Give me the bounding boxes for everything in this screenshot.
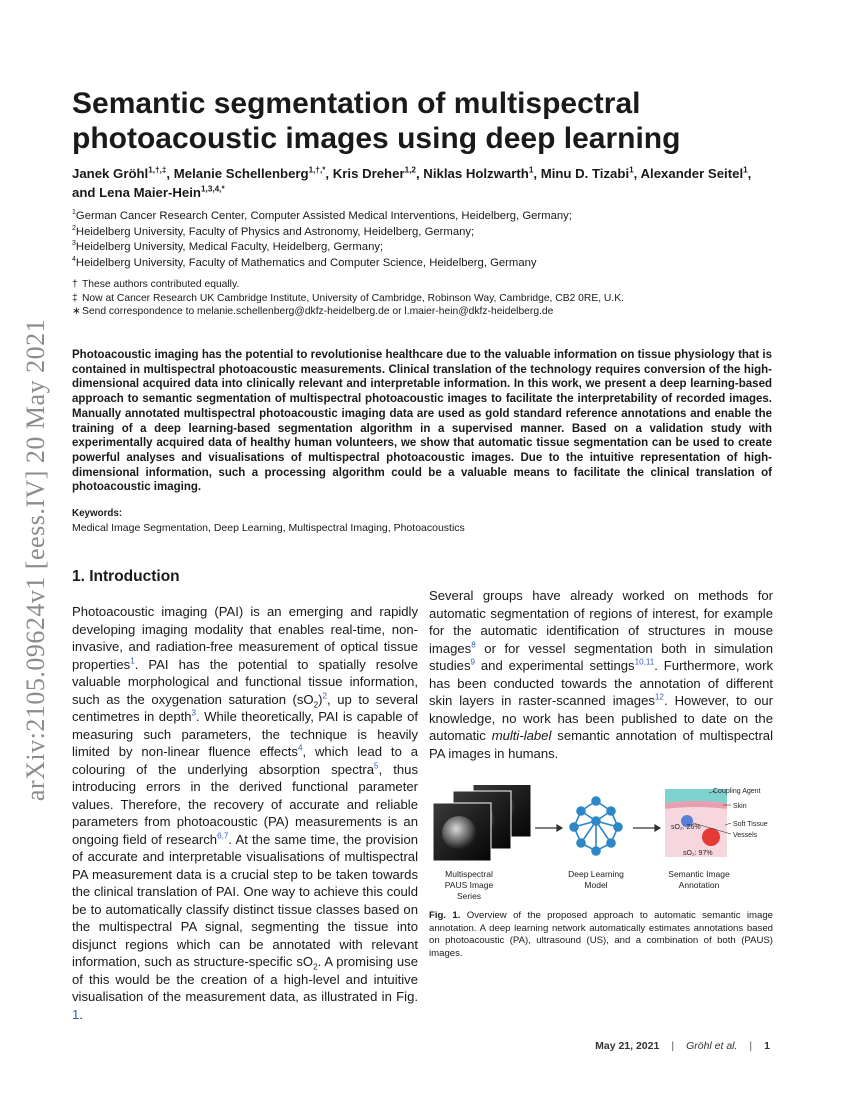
vessel-region	[702, 828, 720, 846]
citation[interactable]: 4	[297, 743, 303, 753]
affiliation: $^2$Heidelberg University, Faculty of Physics and Astronomy, Heidelberg, Germany;	[72, 224, 475, 238]
citation[interactable]: 6,7	[217, 831, 229, 841]
author: Alexander Seitel$^1$	[640, 165, 748, 181]
arxiv-side-stamp	[18, 290, 54, 830]
label-vessels: Vessels	[733, 832, 758, 839]
arrow-right-icon	[535, 825, 562, 831]
author: Kris Dreher$^{1,2}$	[332, 165, 416, 181]
series-blob	[442, 816, 476, 850]
label-soft-tissue: Soft Tissue	[733, 821, 768, 828]
caption-label: Fig. 1.	[429, 910, 461, 921]
intro-left-column: Photoacoustic imaging (PAI) is an emerging and rapidly developing imaging modality that enables real-time, non-invasive, and radiation-free measurement of optical tissue properties$^1$. PAI has the potential to spatially resolve valuable morphological and functional tissue information, such as the oxygenation saturation $(sO_2)^2$, up to several centimetres in depth$^3$. While theoretically, PAI is capable of measuring such parameters, the technique is heavily limited by non-linear fluence effects$^4$, which lead to a colouring of the underlying absorption spectra$^5$, thus introducing errors in the derived functional parameter values. Therefore, the recovery of accurate and reliable parameters from photoacoustic (PA) measurements is an ongoing field of research$^{6,7}$. At the same time, the provision of accurate and interpretable visualisations of multispectral PA measurement data is a crucial step to be taken towards the clinical translation of PAI. One way to achieve this could be to automatically classify distinct tissue classes based on the multispectral PA signal, segmenting the tissue into disjunct regions which can be annotated with relevant information, such as structure-specific $sO_2$. A promising use of this would be the creation of a high-level and intuitive visualisation of the measurement data, as illustrated in Fig. 1.	[72, 604, 419, 1022]
author: Janek Gröhl$^{1,\dagger,\ddagger}$	[72, 165, 167, 181]
footer-separator: |	[749, 1040, 753, 1052]
label-input: PAUS Image	[444, 880, 494, 890]
citation[interactable]: 8	[471, 640, 476, 650]
citation[interactable]: 5	[374, 761, 379, 771]
author: Lena Maier-Hein$^{1,3,4,*}$	[99, 184, 225, 200]
author: Minu D. Tizabi$^1$	[540, 165, 634, 181]
label-so2-low: sO₂: 26%	[671, 824, 701, 831]
figure-caption	[429, 910, 773, 960]
title-line-2: photoacoustic images using deep learning	[72, 122, 681, 155]
label-output: Annotation	[678, 880, 720, 890]
author-note: ‡ Now at Cancer Research UK Cambridge Institute, University of Cambridge, Robinson Way, Cambridge, CB2 0RE, U.K.	[72, 292, 624, 304]
citation[interactable]: 12	[654, 692, 664, 702]
affiliation: $^1$German Cancer Research Center, Computer Assisted Medical Interventions, Heidelberg, Germany;	[72, 209, 572, 222]
intro-right-column: Several groups have already worked on methods for automatic segmentation of regions of interest, for example for the automatic identification of structures in mouse images$^8$ or for vessel segmentation both in simulation studies$^9$ and experimental settings$^{10,11}$. Furthermore, work has been conducted towards the annotation of different skin layers in raster-scanned images$^{12}$. However, to our knowledge, no work has been published to date on the automatic multi-label semantic annotation of multispectral PA images in humans.	[429, 588, 773, 761]
semantic-annotation-graphic	[665, 788, 768, 857]
author-conjunction: and	[72, 185, 96, 200]
citation[interactable]: 9	[470, 657, 476, 667]
label-skin: Skin	[733, 803, 747, 810]
caption-text: Overview of the proposed approach to automatic semantic image annotation. A deep learning network automatically estimates annotations based on photoacoustic (PA), ultrasound (US), and a combination of both (PAUS) images.	[429, 910, 773, 959]
citation[interactable]: 1	[130, 656, 135, 666]
arrow-right-icon	[633, 825, 660, 831]
affiliation: $^4$Heidelberg University, Faculty of Mathematics and Computer Science, Heidelberg, Germany	[72, 255, 537, 269]
figure-link[interactable]: 1	[72, 1006, 80, 1022]
label-input: Multispectral	[445, 869, 493, 879]
label-coupling-agent: Coupling Agent	[713, 788, 761, 795]
label-output: Semantic Image	[668, 869, 730, 879]
page-number: 1	[764, 1040, 770, 1052]
author-list: Janek Gröhl$^{1,\dagger,\ddagger}$, Melanie Schellenberg$^{1,\dagger,*}$, Kris Dreher$^{1,2}$, Niklas Holzwarth$^1$, Minu D. Tizabi$^1$, Alexander Seitel$^1$, and Lena Maier-Hein$^{1,3,4,*}$	[72, 165, 752, 200]
figure-1-graphic	[429, 785, 775, 905]
paper-title	[72, 86, 772, 156]
author: Niklas Holzwarth$^1$	[423, 165, 534, 181]
author-notes	[72, 278, 782, 319]
figure-1	[429, 785, 775, 905]
affiliations	[72, 209, 782, 271]
footer-separator: |	[671, 1040, 675, 1052]
image-series-stack	[433, 785, 531, 861]
keywords: Medical Image Segmentation, Deep Learning, Multispectral Imaging, Photoacoustics	[72, 522, 465, 534]
citation[interactable]: 2	[322, 691, 328, 701]
author-note: ∗Send correspondence to melanie.schellenberg@dkfz-heidelberg.de or l.maier-hein@dkfz-heidelberg.de	[72, 306, 554, 317]
citation[interactable]: 10,11	[634, 657, 655, 667]
label-model: Model	[584, 880, 608, 890]
footer-author: Gröhl et al.	[686, 1040, 738, 1052]
affiliation: $^3$Heidelberg University, Medical Faculty, Heidelberg, Germany;	[72, 240, 384, 253]
label-input: Series	[456, 891, 482, 901]
abstract: Photoacoustic imaging has the potential to revolutionise healthcare due to the valuable information on tissue physiology that is contained in multispectral photoacoustic measurements. Clinical translation of the technology requires conversion of the high-dimensional acquired data into clinically relevant and interpretable information. In this work, we present a deep learning-based approach to semantic segmentation of multispectral photoacoustic images to facilitate the interpretability of recorded images. Manually annotated multispectral photoacoustic imaging data are used as gold standard reference annotations and enable the training of a deep learning-based segmentation algorithm in a supervised manner. Based on a validation study with experimentally acquired data of healthy human volunteers, we show that automatic tissue segmentation can be used to create powerful analyses and visualisations of multispectral photoacoustic images. Due to the intuitive representation of high-dimensional information, such a processing algorithm could be a valuable means to facilitate the clinical translation of photoacoustic imaging.	[72, 349, 772, 494]
label-model: Deep Learning	[568, 869, 624, 879]
page-footer	[560, 1040, 770, 1052]
label-so2-high: sO₂: 97%	[683, 850, 713, 857]
section-heading: 1. Introduction	[72, 568, 180, 585]
footer-date: May 21, 2021	[595, 1040, 660, 1052]
title-line-1: Semantic segmentation of multispectral	[72, 87, 641, 120]
author-note: † These authors contributed equally.	[72, 279, 240, 290]
arxiv-stamp-text: arXiv:2105.09624v1 [eess.IV] 20 May 2021	[21, 318, 50, 802]
network-icon	[570, 797, 622, 855]
citation[interactable]: 3	[191, 708, 197, 718]
author: Melanie Schellenberg$^{1,\dagger,*}$	[173, 165, 326, 181]
keywords-heading: Keywords:	[72, 508, 123, 519]
